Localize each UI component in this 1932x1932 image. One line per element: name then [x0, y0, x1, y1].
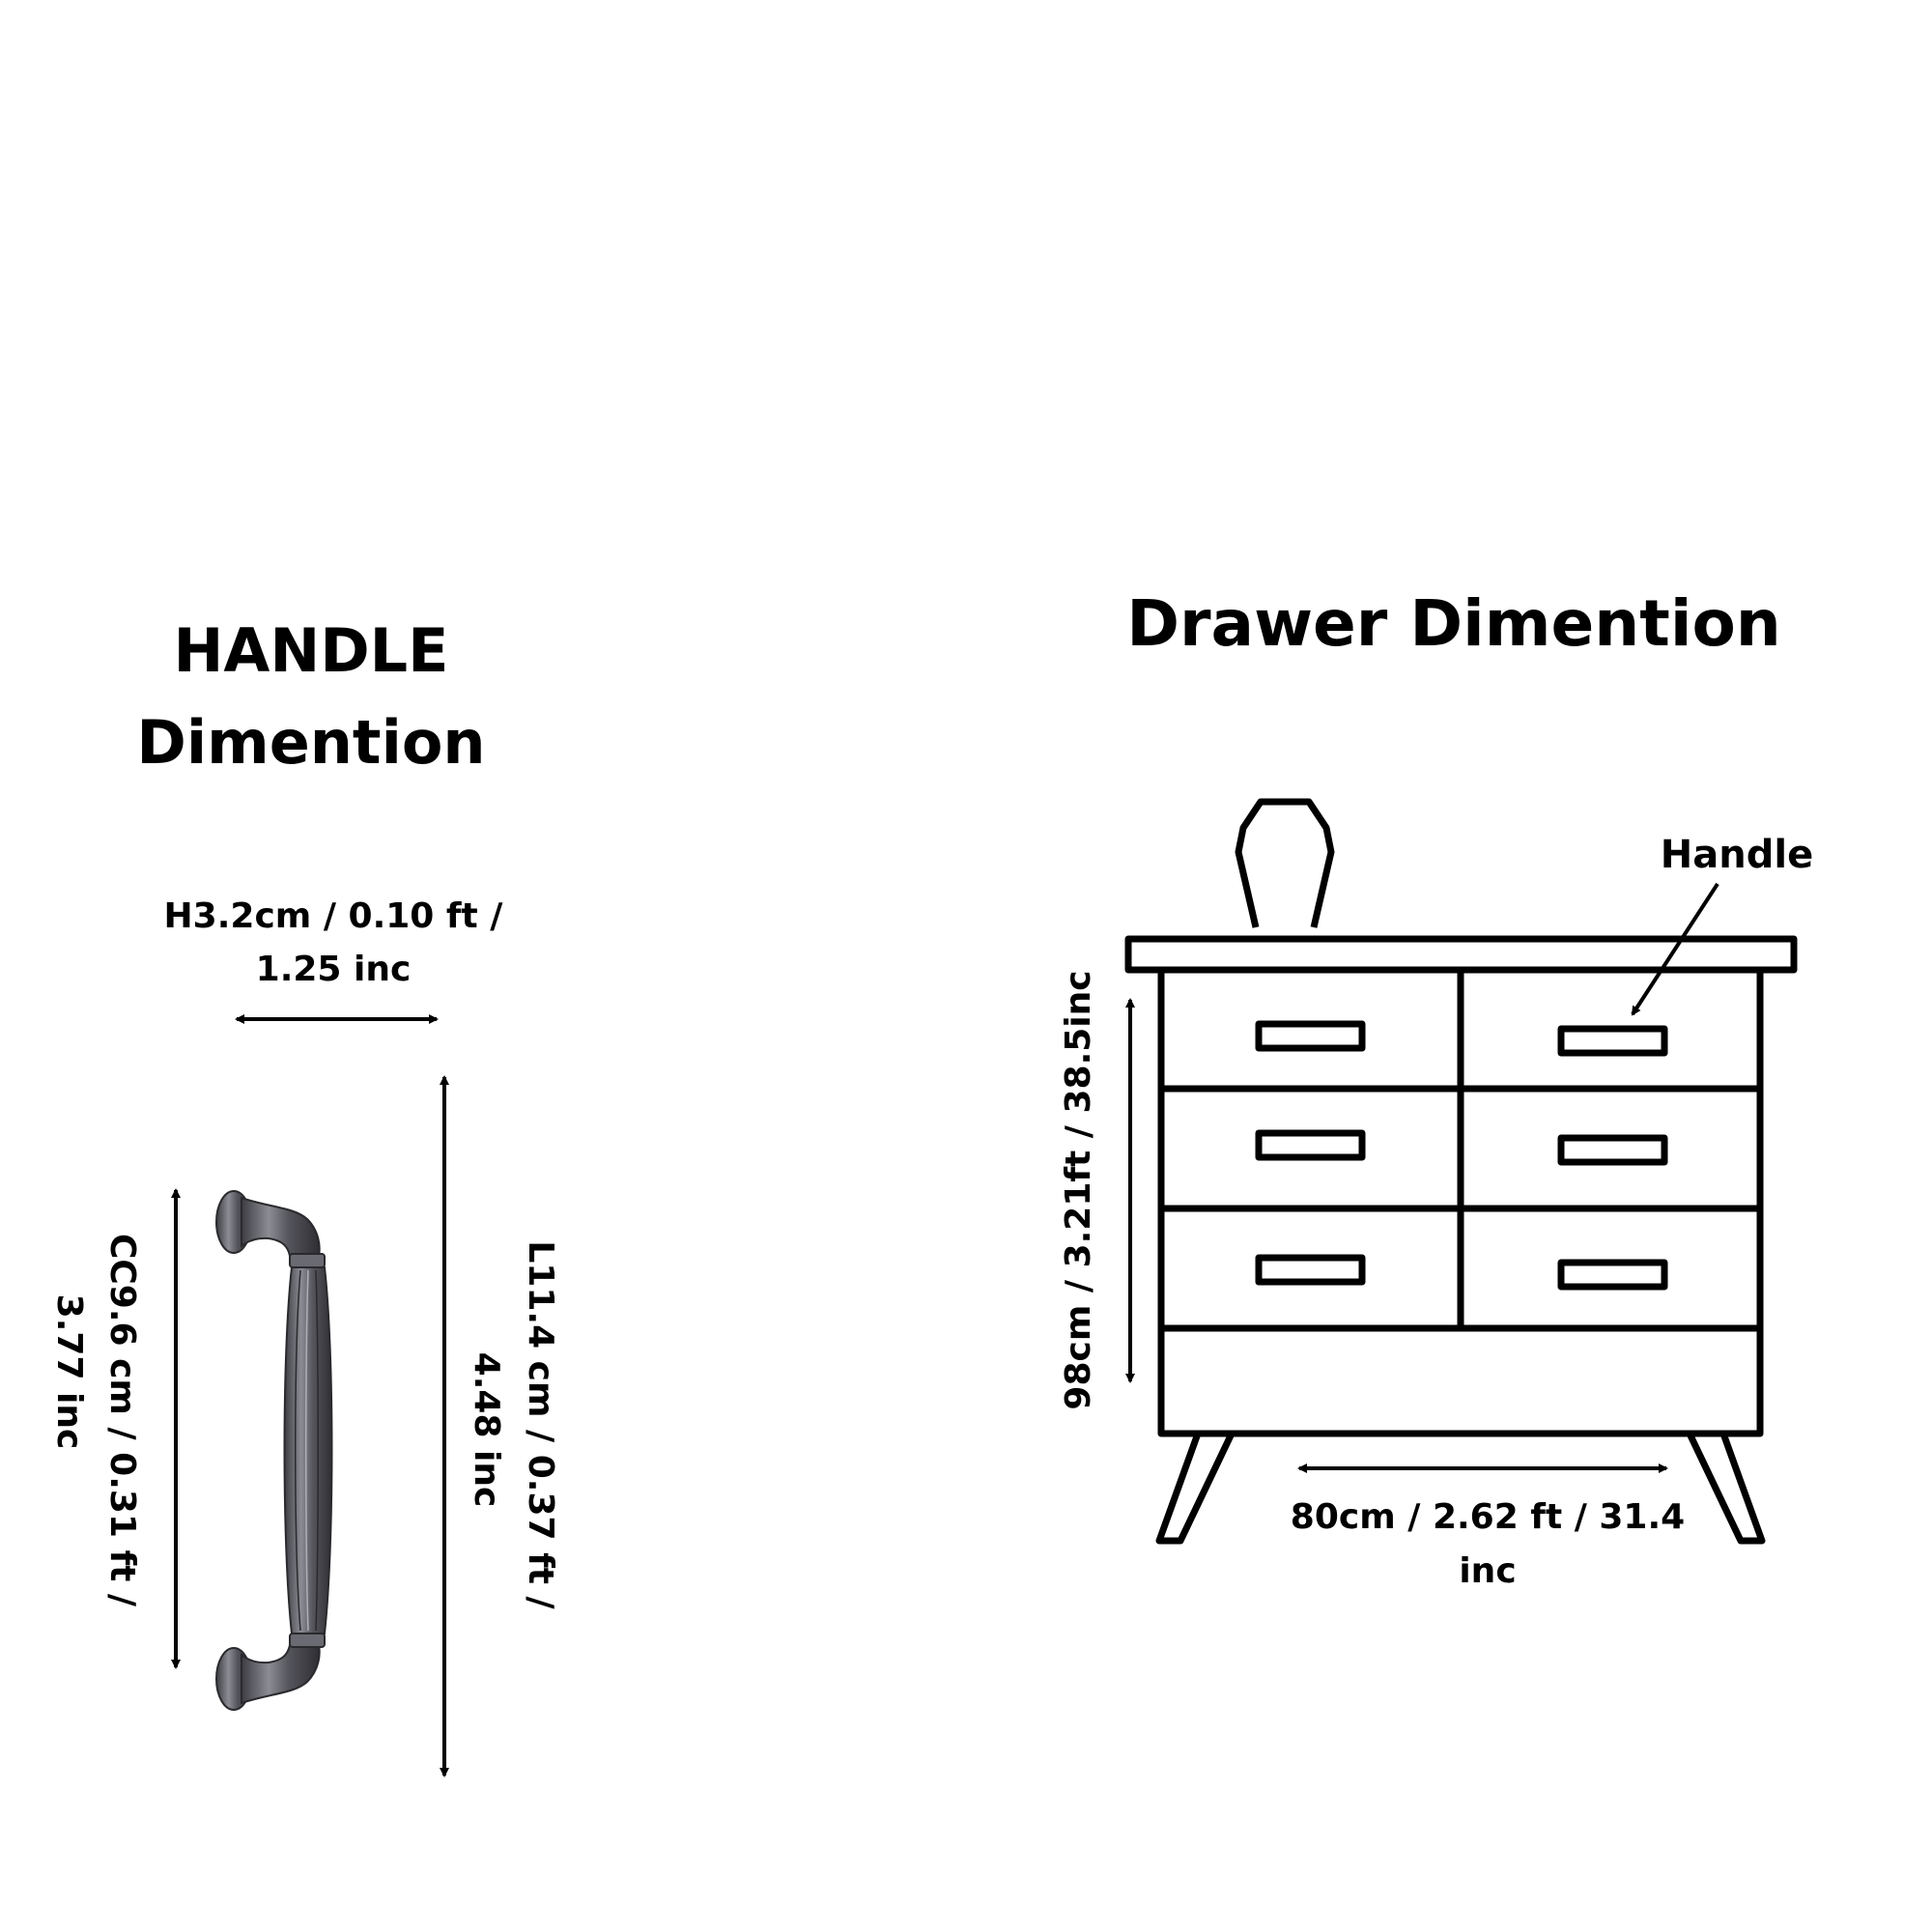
handle-length-label-line2: 4.48 inc — [467, 1351, 506, 1508]
dresser-illustration — [1128, 802, 1794, 1541]
handle-title-line1: HANDLE — [173, 615, 449, 686]
handle-height-label-line2: 1.25 inc — [255, 950, 412, 989]
drawer-title: Drawer Dimention — [1126, 586, 1781, 661]
drawer-height-label: 98cm / 3.21ft / 38.5inc — [1059, 970, 1098, 1410]
handle-cc-label-line2: 3.77 inc — [49, 1293, 89, 1450]
cabinet-handle-illustration — [216, 1191, 332, 1710]
handle-height-label-line1: H3.2cm / 0.10 ft / — [163, 896, 503, 936]
handle-length-label-line1: L11.4 cm / 0.37 ft / — [521, 1240, 560, 1609]
drawer-handle-callout-arrow — [1633, 884, 1718, 1014]
drawer-handle-callout-label: Handle — [1660, 833, 1814, 877]
drawer-width-label-line2: inc — [1459, 1551, 1517, 1591]
drawer-width-label-line1: 80cm / 2.62 ft / 31.4 — [1290, 1497, 1686, 1537]
handle-cc-label-line1: CC9.6 cm / 0.31 ft / — [102, 1233, 142, 1607]
handle-title-line2: Dimention — [136, 707, 486, 778]
